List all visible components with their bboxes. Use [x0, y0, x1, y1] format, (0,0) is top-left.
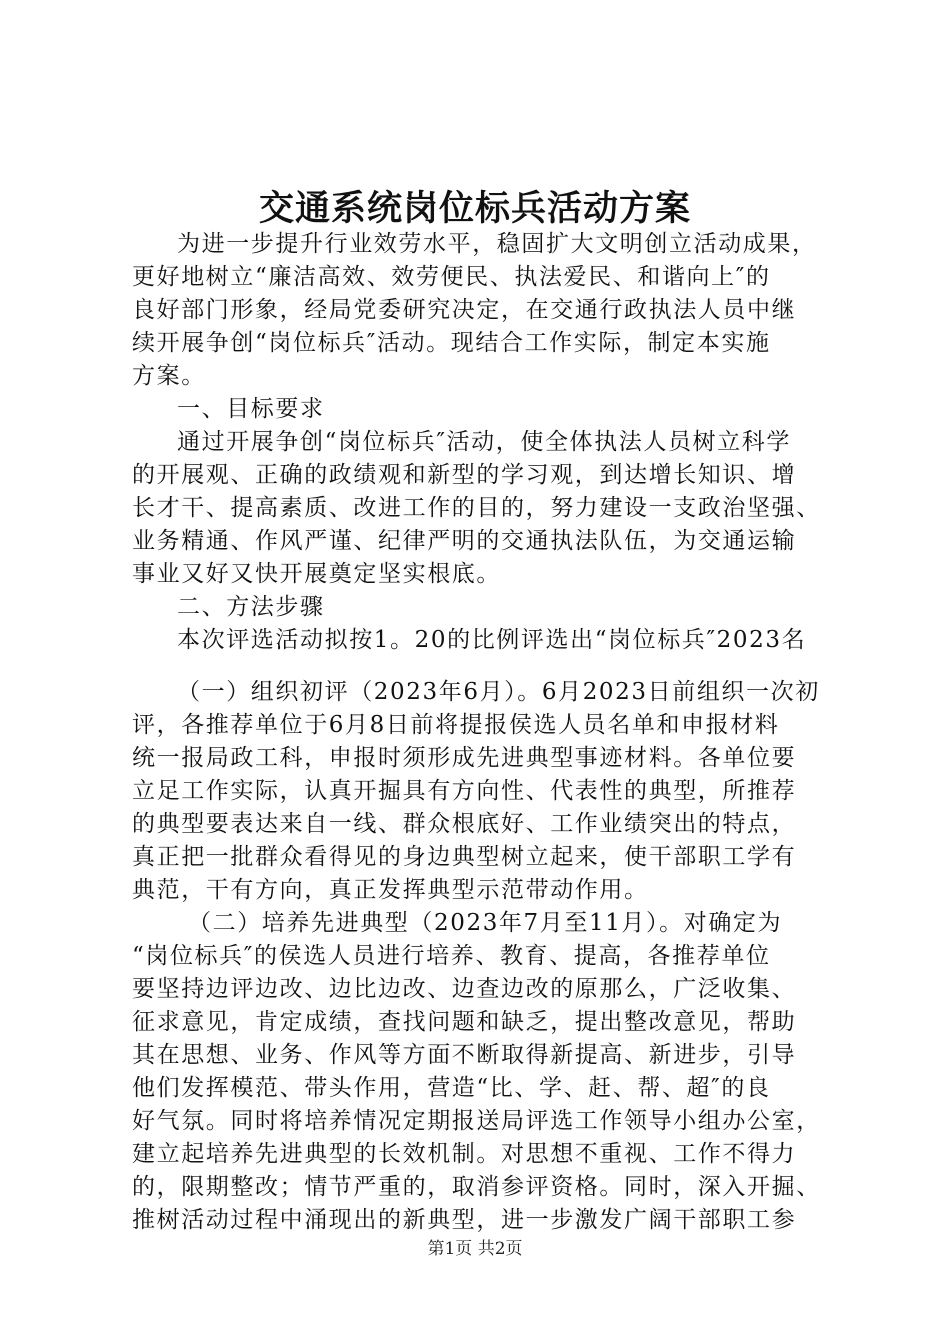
body-line: 真正把一批群众看得见的身边典型树立起来，使干部职工学有: [132, 844, 797, 870]
body-line: 事业又好又快开展奠定坚实根底。: [132, 561, 501, 587]
body-line: 的典型要表达来自一线、群众根底好、工作业绩突出的特点，: [132, 811, 797, 837]
body-line: 方案。: [132, 363, 206, 389]
body-line: 通过开展争创“岗位标兵″活动，使全体执法人员树立科学: [177, 429, 791, 455]
section-heading: 二、方法步骤: [177, 594, 325, 620]
body-line: 建立起培养先进典型的长效机制。对思想不重视、工作不得力: [132, 1141, 797, 1167]
body-line: 征求意见，肯定成绩，查找问题和缺乏，提出整改意见，帮助: [132, 1009, 797, 1035]
body-line: 长才干、提高素质、改进工作的目的，努力建设一支政治坚强、: [132, 495, 821, 521]
body-line: 其在思想、业务、作风等方面不断取得新提高、新进步，引导: [132, 1042, 797, 1068]
body-line: 好气氛。同时将培养情况定期报送局评选工作领导小组办公室，: [132, 1108, 821, 1134]
body-line: 评，各推荐单位于6月8日前将提报侯选人员名单和申报材料: [132, 712, 780, 738]
body-line: “岗位标兵″的侯选人员进行培养、教育、提高，各推荐单位: [132, 943, 771, 969]
body-line: （二）培养先进典型（2023年7月至11月）。对确定为: [188, 910, 783, 936]
body-line: 推树活动过程中涌现出的新典型，进一步激发广阔干部职工参: [132, 1207, 797, 1233]
body-line: 业务精通、作风严谨、纪律严明的交通执法队伍，为交通运输: [132, 528, 797, 554]
document-title: 交通系统岗位标兵活动方案: [258, 188, 691, 229]
body-line: 典范，干有方向，真正发挥典型示范带动作用。: [132, 877, 649, 903]
body-line: 要坚持边评边改、边比边改、边查边改的原那么，广泛收集、: [132, 976, 797, 1002]
body-line: 本次评选活动拟按1。20的比例评选出“岗位标兵″2023名: [177, 627, 807, 653]
body-line: 续开展争创“岗位标兵″活动。现结合工作实际，制定本实施: [132, 330, 771, 356]
body-line: 统一报局政工科，申报时须形成先进典型事迹材料。各单位要: [132, 745, 797, 771]
body-line: 他们发挥模范、带头作用，营造“比、学、赶、帮、超″的良: [132, 1075, 771, 1101]
body-line: 的，限期整改；情节严重的，取消参评资格。同时，深入开掘、: [132, 1174, 821, 1200]
body-line: 良好部门形象，经局党委研究决定，在交通行政执法人员中继: [132, 297, 797, 323]
paragraph-gap: [132, 657, 838, 676]
body-line: 的开展观、正确的政绩观和新型的学习观，到达增长知识、增: [132, 462, 797, 488]
body-line: 更好地树立“廉洁高效、效劳便民、执法爱民、和谐向上″的: [132, 264, 771, 290]
section-heading: 一、目标要求: [177, 396, 325, 422]
page-number-footer: 第1页 共2页: [427, 1239, 523, 1259]
body-line: 立足工作实际，认真开掘具有方向性、代表性的典型，所推荐: [132, 778, 797, 804]
document-body: [132, 228, 838, 1237]
body-line: （一）组织初评（2023年6月）。6月2023日前组织一次初: [177, 679, 820, 705]
body-line: 为进一步提升行业效劳水平，稳固扩大文明创立活动成果，: [177, 231, 817, 257]
